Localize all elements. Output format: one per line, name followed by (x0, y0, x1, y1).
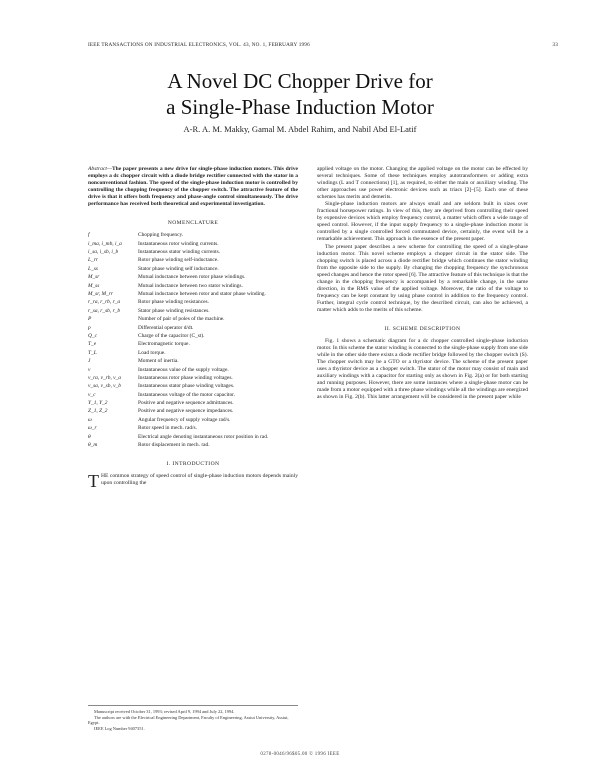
nomenclature-symbol: f (88, 232, 90, 239)
authors: A-R. A. M. Makky, Gamal M. Abdel Rahim, and Nabil Abd El-Latif (183, 124, 417, 134)
nomenclature-symbol: M_sr, M_rr (88, 291, 113, 298)
nomenclature-definition: Chopping frequency. (138, 232, 184, 239)
nomenclature-symbol: v (88, 366, 91, 373)
nomenclature-definition: Electromagnetic torque. (138, 341, 190, 348)
nomenclature-symbol: ω (88, 416, 92, 423)
nomenclature-symbol: Y_1, Y_2 (88, 400, 108, 407)
nomenclature-row (88, 392, 298, 399)
nomenclature-symbol: v_c (88, 391, 96, 398)
nomenclature-definition: Angular frequency of supply voltage rad/s. (138, 416, 231, 423)
nomenclature-definition: Moment of inertia. (138, 358, 179, 365)
nomenclature-row (88, 249, 298, 256)
journal-header: IEEE TRANSACTIONS ON INDUSTRIAL ELECTRONICS, VOL. 43, NO. 1, FEBRUARY 1996 (88, 42, 310, 48)
footnotes (88, 705, 298, 731)
nomenclature-definition: Mutual inductance between rotor and stator phase winding. (138, 291, 266, 298)
nomenclature-symbol: θ_m (88, 442, 98, 449)
nomenclature-definition: Rotor speed in mech. rad/s. (138, 425, 197, 432)
drop-cap: T (88, 471, 99, 492)
nomenclature-symbol: L_rr (88, 257, 98, 264)
nomenclature-symbol: v_ra, v_rb, v_a (88, 374, 121, 381)
running-head (88, 42, 558, 48)
nomenclature-symbol: i_sa, i_sb, i_b (88, 249, 119, 256)
abstract-lead: Abstract— (88, 166, 112, 172)
nomenclature-row (88, 325, 298, 332)
footnote-received: Manuscript received October 31, 1993; revised April 9, 1994 and July 22, 1994. (94, 709, 235, 714)
nomenclature-symbol: r_sa, r_sb, r_b (88, 307, 121, 314)
nomenclature-definition: Instantaneous value of the supply voltage. (138, 366, 229, 373)
nomenclature-row (88, 417, 298, 424)
body-paragraph-3: The present paper describes a new scheme for controlling the speed of a single-phase induction motor. This novel scheme employs a chopper circuit in the stator side. The chopping switch is placed across a diode rectifier bridge which continues the stator winding from the opposite side to the supply. By changing the chopping frequency the synchronous speed changes and hence the rotor speed [6]. The attractive feature of this technique is that the change in the chopping frequency is accompanied by a remarkable change, in the same direction, in the RMS value of the applied voltage. Moreover, the ratio of the voltage to frequency can be kept constant by using phase control in addition to the frequency control. Further, integral cycle control technique, by the described circuit, can also be achieved, a matter which adds to the merits of this scheme. (317, 243, 528, 313)
nomenclature-symbol: J (88, 358, 91, 365)
nomenclature-row (88, 367, 298, 374)
footnote-log: IEEE Log Number 9407351. (94, 725, 145, 731)
nomenclature-symbol: r_ra, r_rb, r_a (88, 299, 121, 306)
paper-title (0, 68, 600, 120)
nomenclature-symbol: i_ma, i_mb, i_a (88, 240, 122, 247)
nomenclature-definition: Instantaneous rotor phase winding voltages. (138, 374, 233, 381)
nomenclature-definition: Electrical angle denoting instantaneous rotor position in rad. (138, 433, 269, 440)
nomenclature-definition: Mutual inductance between rotor phase windings. (138, 274, 246, 281)
nomenclature-row (88, 358, 298, 365)
nomenclature-row (88, 316, 298, 323)
nomenclature-row (88, 425, 298, 432)
scheme-description-heading: II. SCHEME DESCRIPTION (384, 325, 461, 332)
page-number: 33 (552, 42, 558, 48)
nomenclature-definition: Mutual inductance between two stator windings. (138, 282, 243, 289)
right-column (317, 166, 528, 401)
nomenclature-definition: Instantaneous stator winding currents. (138, 249, 221, 256)
nomenclature-row (88, 341, 298, 348)
nomenclature-row (88, 241, 298, 248)
nomenclature-symbol: P (88, 316, 92, 323)
nomenclature-definition: Rotor phase winding self-inductance. (138, 257, 219, 264)
nomenclature-symbol: L_ss (88, 265, 98, 272)
title-line-2: a Single-Phase Induction Motor (166, 95, 434, 119)
nomenclature-row (88, 400, 298, 407)
nomenclature-symbol: Z_1, Z_2 (88, 408, 108, 415)
nomenclature-definition: Instantaneous voltage of the motor capacitor. (138, 391, 235, 398)
nomenclature-symbol: T_L (88, 349, 97, 356)
nomenclature-row (88, 291, 298, 298)
nomenclature-symbol: Q_c (88, 332, 97, 339)
nomenclature-row (88, 442, 298, 449)
nomenclature-definition: Rotor displacement in mech. rad. (138, 442, 210, 449)
nomenclature-symbol: p (88, 324, 91, 331)
nomenclature-symbol: M_ss (88, 282, 100, 289)
nomenclature-row (88, 408, 298, 415)
nomenclature-row (88, 333, 298, 340)
body-paragraph-2: Single-phase induction motors are always small and are seldom built in sizes over fractional horsepower ratings. In view of this, they are deprived from controlling their speed by expensive devices which employ frequency control, a matter which offers a wide range of speed control. However, if the input supply frequency to a single-phase induction motor is controlled by a single controlled forced commutated device, certainly, the event will be a remarkable achievement. This approach is the essence of the present paper. (317, 201, 528, 243)
body-paragraph-4: Fig. 1 shows a schematic diagram for a dc chopper controlled single-phase induction motor. In this scheme the stator winding is connected to the single-phase supply from one side while in the other side there exists a diode rectifier bridge followed by the chopper switch (S). The chopper switch may be a GTO or a thyristor device. The scheme of the present paper uses a thyristor device as a chopper switch. The stator of the motor may consist of main and auxiliary windings with a capacitor for starting only as shown in Fig. 2(a) or for both starting and running purposes. However, there are some instances where a single-phase motor can be made from a motor equipped with a three phase windings while all the windings are energized as shown in Fig. 2(b). This latter arrangement will be considered in the present paper while (317, 337, 528, 401)
abstract (88, 166, 298, 208)
nomenclature-heading: NOMENCLATURE (167, 220, 219, 227)
title-line-1: A Novel DC Chopper Drive for (167, 69, 433, 93)
copyright-code: 0278-0046/96$05.00 © 1996 IEEE (260, 752, 340, 757)
nomenclature-definition: Charge of the capacitor (C_st). (138, 332, 205, 339)
nomenclature-row (88, 266, 298, 273)
nomenclature-row (88, 232, 298, 239)
footnote-affiliation: The authors are with the Electrical Engineering Department, Faculty of Engineering, Assiut University, Assiut, Egypt. (88, 714, 289, 726)
nomenclature-symbol: v_sa, v_sb, v_b (88, 383, 121, 390)
left-column (88, 166, 298, 492)
nomenclature-definition: Differential operator d/dt. (138, 324, 194, 331)
nomenclature-definition: Load torque. (138, 349, 166, 356)
nomenclature-definition: Stator phase winding self inductance. (138, 265, 219, 272)
nomenclature-row (88, 299, 298, 306)
nomenclature-row (88, 350, 298, 357)
nomenclature-row (88, 274, 298, 281)
nomenclature-symbol: ω_r (88, 425, 97, 432)
nomenclature-definition: Positive and negative sequence impedances. (138, 408, 234, 415)
nomenclature-definition: Stator phase winding resistances. (138, 307, 210, 314)
body-paragraph-1: applied voltage on the motor. Changing the applied voltage on the motor can be effected by several techniques. Some of these techniques employ autotransformers or adding extra windings (L and T connections) [1], as required, to either the main or auxiliary winding. The other approaches use power electronic devices such as triacs [2]–[5]. Each one of these schemes has merits and demerits. (317, 166, 528, 201)
nomenclature-list (88, 232, 298, 449)
nomenclature-row (88, 375, 298, 382)
nomenclature-definition: Positive and negative sequence admittances. (138, 400, 234, 407)
nomenclature-row (88, 308, 298, 315)
nomenclature-symbol: T_e (88, 341, 97, 348)
introduction-text: HE common strategy of speed control of single-phase induction motors depends mainly upon controlling the (101, 473, 298, 487)
nomenclature-row (88, 383, 298, 390)
nomenclature-symbol: θ (88, 433, 91, 440)
introduction-heading: I. INTRODUCTION (166, 461, 220, 468)
nomenclature-definition: Instantaneous stator phase winding voltages. (138, 383, 235, 390)
nomenclature-definition: Instantaneous rotor winding currents. (138, 240, 219, 247)
nomenclature-definition: Number of pair of poles of the machine. (138, 316, 225, 323)
nomenclature-definition: Rotor phase winding resistances. (138, 299, 209, 306)
nomenclature-row (88, 283, 298, 290)
introduction-paragraph (88, 471, 298, 492)
abstract-text: The paper presents a new drive for single-phase induction motors. This drive employs a dc chopper circuit with a diode bridge rectifier connected with the stator in a nonconventional fashion. The speed of the single-phase induction motor is controlled by controlling the chopping frequency of the chopper switch. The attractive feature of the drive is that it offers both frequency and phase-angle control simultaneously. The drive performance has received both theoretical and experimental investigation. (88, 166, 298, 208)
nomenclature-symbol: M_sr (88, 274, 100, 281)
nomenclature-row (88, 434, 298, 441)
nomenclature-row (88, 257, 298, 264)
